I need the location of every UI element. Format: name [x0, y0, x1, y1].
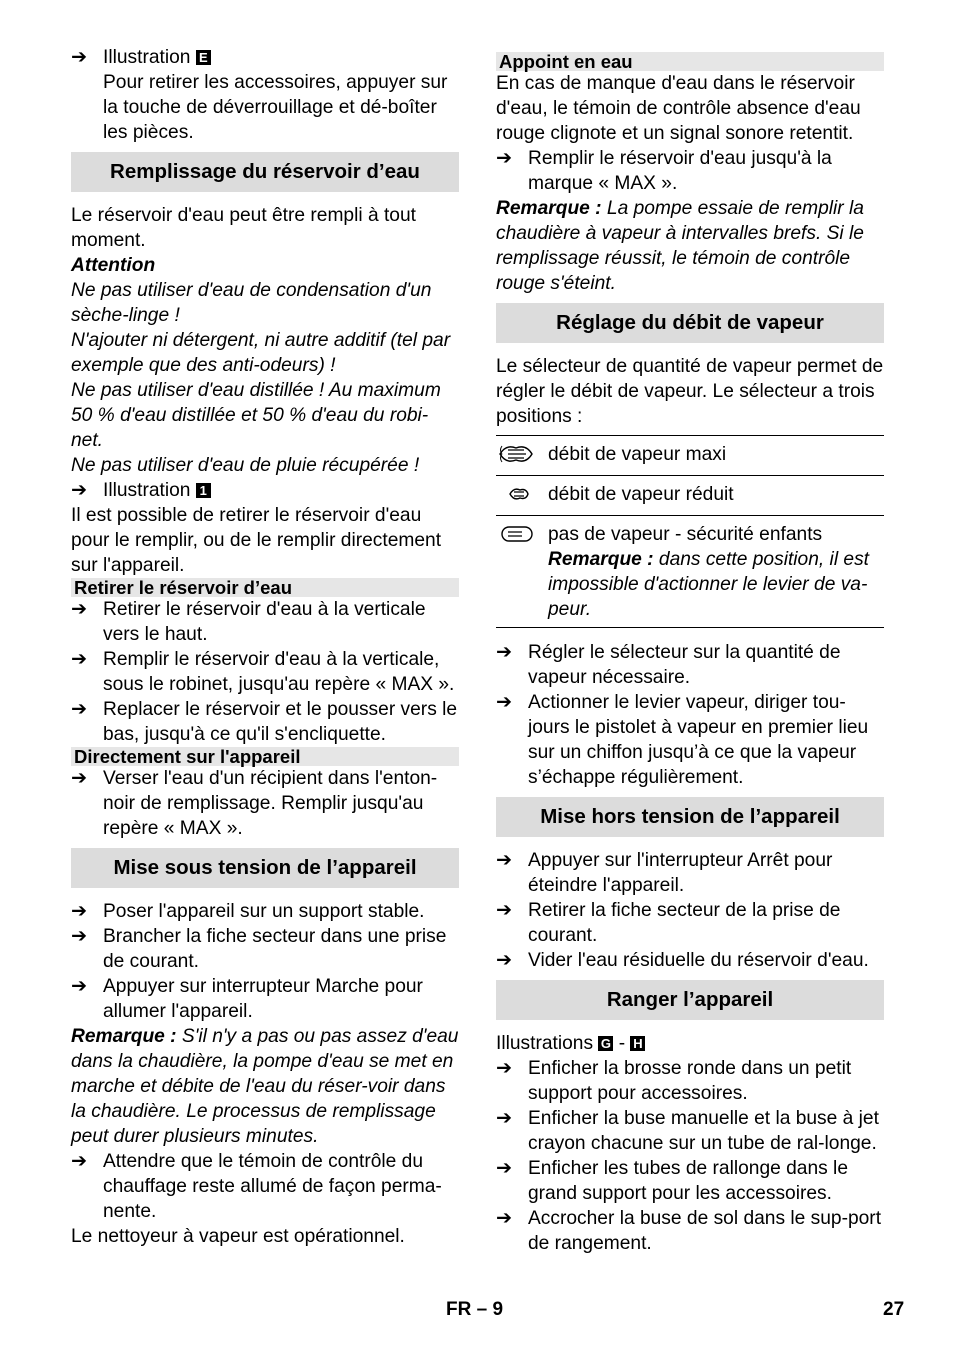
- right-arrow-icon: ➔: [496, 900, 513, 921]
- table-row: [496, 436, 884, 476]
- remarque-paragraph: Remarque : S'il n'y a pas ou pas assez d'eau dans la chaudière, la pompe d'eau se met en marche et débite de l'eau du réser-voir dans la chaudière. Le processus de remplissage peut durer plusieurs minutes.: [71, 1026, 459, 1147]
- right-arrow-icon: ➔: [71, 699, 88, 720]
- remarque-label: Remarque :: [496, 198, 602, 219]
- steam-settings-table: [496, 435, 884, 628]
- right-arrow-icon: ➔: [496, 1208, 513, 1229]
- list-item: ➔ Replacer le réservoir et le pousser vers le bas, jusqu'à ce qu'il s'encliquette.: [71, 699, 458, 745]
- heading-directement: Directement sur l'appareil: [71, 747, 459, 766]
- heading-ranger: Ranger l’appareil: [496, 980, 884, 1020]
- attention-line-1: Ne pas utiliser d'eau de condensation d'un sèche-linge !: [71, 280, 432, 326]
- list-item: ➔ Appuyer sur l'interrupteur Arrêt pour éteindre l'appareil.: [496, 850, 833, 896]
- page-label: FR – 9: [446, 1299, 504, 1320]
- right-arrow-icon: ➔: [71, 480, 88, 501]
- steam-reduced-icon: [496, 480, 536, 508]
- list-item: ➔ Régler le sélecteur sur la quantité de vapeur nécessaire.: [496, 642, 841, 688]
- right-arrow-icon: ➔: [71, 649, 88, 670]
- right-arrow-icon: ➔: [496, 148, 513, 169]
- right-arrow-icon: ➔: [71, 768, 88, 789]
- right-arrow-icon: ➔: [71, 976, 88, 997]
- left-column: [71, 45, 459, 1249]
- attention-line-3: Ne pas utiliser d'eau distillée ! Au maximum 50 % d'eau distillée et 50 % d'eau du robi-net.: [71, 380, 441, 451]
- right-arrow-icon: ➔: [71, 926, 88, 947]
- list-item: ➔ Actionner le levier vapeur, diriger tou-jours le pistolet à vapeur en premier lieu sur un chiffon jusqu’à ce que la vapeur s’échappe régulièrement.: [496, 692, 869, 788]
- steam-off-icon: [496, 520, 536, 548]
- intro-text: Pour retirer les accessoires, appuyer sur la touche de déverrouillage et dé-boîter les pièces.: [103, 72, 448, 143]
- remarque-label: Remarque :: [548, 549, 654, 570]
- list-item: ➔ Accrocher la buse de sol dans le sup-port de rangement.: [496, 1208, 882, 1254]
- attention-label: Attention: [71, 255, 156, 276]
- heading-appoint: Appoint en eau: [496, 52, 884, 71]
- right-arrow-icon: ➔: [496, 850, 513, 871]
- remarque-label: Remarque :: [71, 1026, 177, 1047]
- steam-off-label: pas de vapeur - sécurité enfants: [548, 524, 823, 545]
- illustration-badge: E: [196, 50, 211, 65]
- list-item: ➔ Poser l'appareil sur un support stable.: [71, 901, 425, 922]
- illustration-badge: G: [598, 1036, 613, 1051]
- list-item: ➔ Brancher la fiche secteur dans une prise de courant.: [71, 926, 447, 972]
- illustration-e-ref: ➔ Illustration E Pour retirer les accessoires, appuyer sur la touche de déverrouillage et dé-boîter les pièces.: [71, 45, 459, 145]
- appoint-text: En cas de manque d'eau dans le réservoir d'eau, le témoin de contrôle absence d'eau rouge clignote et un signal sonore retentit.: [496, 73, 861, 144]
- heading-mise-sous-tension: Mise sous tension de l’appareil: [71, 848, 459, 888]
- list-item: ➔ Retirer la fiche secteur de la prise de courant.: [496, 900, 841, 946]
- appoint-remarque: Remarque : La pompe essaie de remplir la chaudière à vapeur à intervalles brefs. Si le remplissage réussit, le témoin de contrôle rouge s'éteint.: [496, 198, 864, 294]
- list-item: ➔ Remplir le réservoir d'eau jusqu'à la marque « MAX ».: [496, 148, 832, 194]
- operationnel-text: Le nettoyeur à vapeur est opérationnel.: [71, 1226, 405, 1247]
- remplissage-text: Le réservoir d'eau peut être rempli à tout moment.: [71, 205, 416, 251]
- attention-line-4: Ne pas utiliser d'eau de pluie récupérée !: [71, 455, 420, 476]
- right-column: [496, 45, 884, 1256]
- heading-mise-hors-tension: Mise hors tension de l’appareil: [496, 797, 884, 837]
- heading-remplissage: Remplissage du réservoir d’eau: [71, 152, 459, 192]
- possible-text: Il est possible de retirer le réservoir d'eau pour le remplir, ou de le remplir directement sur l'appareil.: [71, 505, 442, 576]
- right-arrow-icon: ➔: [71, 599, 88, 620]
- list-item: ➔ Attendre que le témoin de contrôle du chauffage reste allumé de façon perma-nente.: [71, 1151, 442, 1222]
- list-item: ➔ Verser l'eau d'un récipient dans l'enton-noir de remplissage. Remplir jusqu'au repère « MAX ».: [71, 768, 438, 839]
- table-row: [496, 516, 884, 628]
- right-arrow-icon: ➔: [496, 1058, 513, 1079]
- table-row: [496, 476, 884, 516]
- right-arrow-icon: ➔: [496, 642, 513, 663]
- steam-reduced-label: débit de vapeur réduit: [548, 484, 734, 505]
- list-item: ➔ Appuyer sur interrupteur Marche pour allumer l'appareil.: [71, 976, 423, 1022]
- list-item: ➔ Enficher la buse manuelle et la buse à jet crayon chacune sur un tube de ral-longe.: [496, 1108, 879, 1154]
- steam-max-label: débit de vapeur maxi: [548, 444, 727, 465]
- heading-retirer: Retirer le réservoir d’eau: [71, 578, 459, 597]
- illustration-1-ref: ➔ Illustration 1: [71, 478, 459, 503]
- right-arrow-icon: ➔: [71, 1151, 88, 1172]
- right-arrow-icon: ➔: [496, 1158, 513, 1179]
- list-item: ➔ Vider l'eau résiduelle du réservoir d'eau.: [496, 950, 869, 971]
- illustration-badge: H: [630, 1036, 645, 1051]
- page-number: 27: [883, 1299, 905, 1320]
- steam-max-icon: [496, 440, 536, 468]
- right-arrow-icon: ➔: [71, 47, 88, 68]
- list-item: ➔ Retirer le réservoir d'eau à la verticale vers le haut.: [71, 599, 426, 645]
- right-arrow-icon: ➔: [496, 692, 513, 713]
- right-arrow-icon: ➔: [71, 901, 88, 922]
- illustration-badge: 1: [196, 483, 211, 498]
- list-item: ➔ Enficher la brosse ronde dans un petit support pour accessoires.: [496, 1058, 852, 1104]
- steam-off-remarque: Remarque : dans cette position, il est impossible d'actionner le levier de va-peur.: [548, 549, 870, 620]
- heading-reglage: Réglage du débit de vapeur: [496, 303, 884, 343]
- attention-line-2: N'ajouter ni détergent, ni autre additif (tel par exemple que des anti-odeurs) !: [71, 330, 451, 376]
- right-arrow-icon: ➔: [496, 1108, 513, 1129]
- reglage-text: Le sélecteur de quantité de vapeur permet de régler le débit de vapeur. Le sélecteur a trois positions :: [496, 356, 884, 427]
- illustrations-ref: Illustrations G - H: [496, 1031, 884, 1056]
- right-arrow-icon: ➔: [496, 950, 513, 971]
- list-item: ➔ Remplir le réservoir d'eau à la verticale, sous le robinet, jusqu'au repère « MAX ».: [71, 649, 455, 695]
- list-item: ➔ Enficher les tubes de rallonge dans le grand support pour les accessoires.: [496, 1158, 848, 1204]
